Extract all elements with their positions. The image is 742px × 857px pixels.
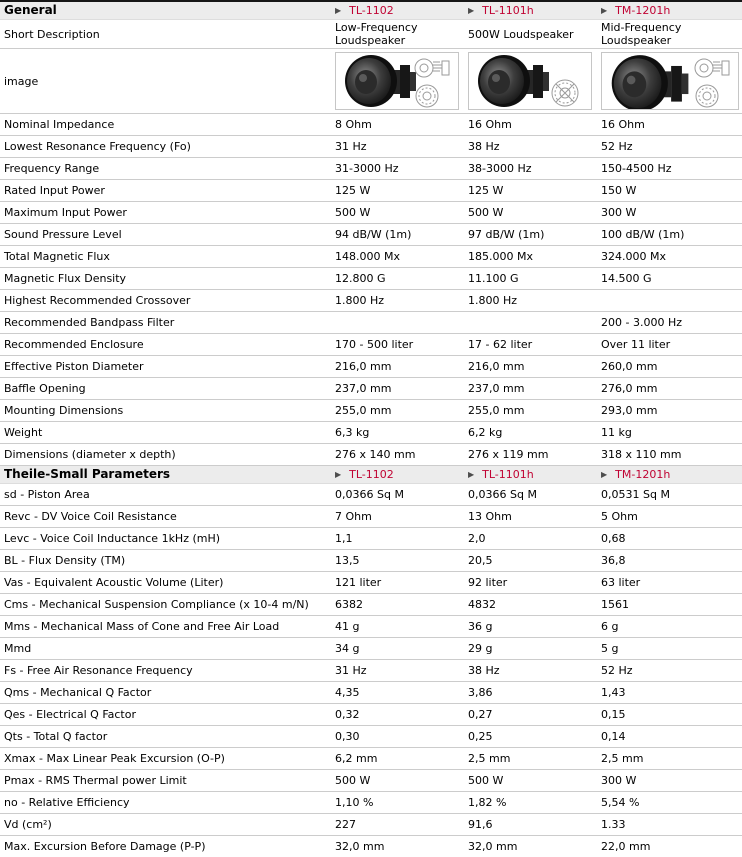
spec-label: Pmax - RMS Thermal power Limit	[0, 770, 333, 792]
arrow-right-icon: ▶	[601, 469, 608, 479]
spec-label: sd - Piston Area	[0, 484, 333, 506]
spec-row	[0, 528, 742, 550]
spec-table-body	[0, 1, 742, 857]
product-image-cell	[466, 49, 599, 114]
spec-row	[0, 638, 742, 660]
product-short-description: Mid-Frequency Loudspeaker	[599, 20, 742, 49]
spec-label: Baffle Opening	[0, 378, 333, 400]
product-link[interactable]: TL-1101h	[482, 3, 534, 17]
spec-row	[0, 484, 742, 506]
spec-label: Rated Input Power	[0, 180, 333, 202]
spec-value: 31-3000 Hz	[333, 158, 466, 180]
speaker-photo	[612, 55, 689, 110]
spec-label: Frequency Range	[0, 158, 333, 180]
spec-value: 121 liter	[333, 572, 466, 594]
spec-value: 6,2 kg	[466, 422, 599, 444]
spec-value: Over 11 liter	[599, 334, 742, 356]
spec-row	[0, 444, 742, 466]
product-image[interactable]	[601, 52, 739, 110]
spec-value: 6,3 kg	[333, 422, 466, 444]
product-header-cell	[466, 1, 599, 20]
spec-label: Maximum Input Power	[0, 202, 333, 224]
spec-value: 36,8	[599, 550, 742, 572]
spec-value: 52 Hz	[599, 660, 742, 682]
spec-value: 1.800 Hz	[466, 290, 599, 312]
product-short-description: 500W Loudspeaker	[466, 20, 599, 49]
spec-value: 7 Ohm	[333, 506, 466, 528]
product-header-cell	[333, 1, 466, 20]
spec-row	[0, 334, 742, 356]
section-title: Theile-Small Parameters	[0, 466, 333, 484]
spec-value: 4832	[466, 594, 599, 616]
spec-value: 237,0 mm	[333, 378, 466, 400]
spec-row	[0, 792, 742, 814]
spec-value: 0,15	[599, 704, 742, 726]
spec-value: 97 dB/W (1m)	[466, 224, 599, 246]
spec-value: 5 g	[599, 638, 742, 660]
spec-row	[0, 224, 742, 246]
arrow-right-icon: ▶	[468, 5, 475, 15]
spec-row	[0, 202, 742, 224]
product-image-cell	[333, 49, 466, 114]
spec-value: 185.000 Mx	[466, 246, 599, 268]
spec-row	[0, 726, 742, 748]
spec-row	[0, 290, 742, 312]
spec-row	[0, 594, 742, 616]
spec-row	[0, 268, 742, 290]
spec-value: 0,27	[466, 704, 599, 726]
spec-label: Recommended Bandpass Filter	[0, 312, 333, 334]
spec-row	[0, 400, 742, 422]
product-header-cell	[599, 466, 742, 484]
spec-label: Qms - Mechanical Q Factor	[0, 682, 333, 704]
spec-label: Recommended Enclosure	[0, 334, 333, 356]
spec-value: 237,0 mm	[466, 378, 599, 400]
spec-row	[0, 506, 742, 528]
spec-value: 20,5	[466, 550, 599, 572]
spec-value: 36 g	[466, 616, 599, 638]
spec-value: 300 W	[599, 202, 742, 224]
spec-value: 1,43	[599, 682, 742, 704]
spec-value: 13 Ohm	[466, 506, 599, 528]
spec-value: 500 W	[333, 770, 466, 792]
spec-row	[0, 550, 742, 572]
spec-value: 0,25	[466, 726, 599, 748]
product-short-description: Low-Frequency Loudspeaker	[333, 20, 466, 49]
product-header-cell	[333, 466, 466, 484]
spec-row	[0, 246, 742, 268]
spec-row	[0, 682, 742, 704]
spec-row	[0, 356, 742, 378]
spec-value: 1.33	[599, 814, 742, 836]
spec-value: 38 Hz	[466, 660, 599, 682]
spec-value: 500 W	[466, 770, 599, 792]
spec-value: 1,1	[333, 528, 466, 550]
spec-value: 216,0 mm	[466, 356, 599, 378]
spec-value: 52 Hz	[599, 136, 742, 158]
spec-value: 38-3000 Hz	[466, 158, 599, 180]
spec-value	[466, 312, 599, 334]
spec-label: Mms - Mechanical Mass of Cone and Free Air Load	[0, 616, 333, 638]
spec-value: 1,10 %	[333, 792, 466, 814]
spec-value: 324.000 Mx	[599, 246, 742, 268]
spec-value: 2,0	[466, 528, 599, 550]
spec-row	[0, 836, 742, 857]
spec-row	[0, 770, 742, 792]
spec-row	[0, 378, 742, 400]
spec-value: 500 W	[466, 202, 599, 224]
section-header-row	[0, 1, 742, 20]
product-header-cell	[599, 1, 742, 20]
spec-row	[0, 748, 742, 770]
spec-value: 200 - 3.000 Hz	[599, 312, 742, 334]
spec-label: Lowest Resonance Frequency (Fo)	[0, 136, 333, 158]
spec-value: 16 Ohm	[599, 114, 742, 136]
spec-value: 125 W	[333, 180, 466, 202]
spec-value: 3,86	[466, 682, 599, 704]
spec-value: 300 W	[599, 770, 742, 792]
spec-value: 5,54 %	[599, 792, 742, 814]
spec-value: 11 kg	[599, 422, 742, 444]
spec-value: 2,5 mm	[599, 748, 742, 770]
spec-label: Highest Recommended Crossover	[0, 290, 333, 312]
product-link[interactable]: TM-1201h	[615, 467, 671, 481]
spec-label: Dimensions (diameter x depth)	[0, 444, 333, 466]
spec-value: 276,0 mm	[599, 378, 742, 400]
speaker-photo	[345, 55, 416, 107]
spec-value: 29 g	[466, 638, 599, 660]
spec-row	[0, 660, 742, 682]
spec-value: 170 - 500 liter	[333, 334, 466, 356]
spec-value: 0,14	[599, 726, 742, 748]
spec-label: Cms - Mechanical Suspension Compliance (x 10-4 m/N)	[0, 594, 333, 616]
spec-row	[0, 180, 742, 202]
spec-value: 1.800 Hz	[333, 290, 466, 312]
spec-label: Effective Piston Diameter	[0, 356, 333, 378]
spec-value: 1,82 %	[466, 792, 599, 814]
spec-row	[0, 49, 742, 114]
spec-value: 38 Hz	[466, 136, 599, 158]
spec-value: 0,0366 Sq M	[466, 484, 599, 506]
spec-label: Qts - Total Q factor	[0, 726, 333, 748]
arrow-right-icon: ▶	[335, 5, 342, 15]
spec-row	[0, 136, 742, 158]
spec-value: 260,0 mm	[599, 356, 742, 378]
spec-label: Mounting Dimensions	[0, 400, 333, 422]
product-link[interactable]: TM-1201h	[615, 3, 671, 17]
spec-value: 31 Hz	[333, 136, 466, 158]
spec-value: 318 x 110 mm	[599, 444, 742, 466]
spec-row	[0, 158, 742, 180]
spec-value: 150 W	[599, 180, 742, 202]
spec-value: 4,35	[333, 682, 466, 704]
spec-label: Mmd	[0, 638, 333, 660]
spec-label: Magnetic Flux Density	[0, 268, 333, 290]
spec-value: 216,0 mm	[333, 356, 466, 378]
arrow-right-icon: ▶	[468, 469, 475, 479]
technical-sketch	[415, 59, 449, 107]
section-title: General	[0, 1, 333, 20]
spec-value: 6382	[333, 594, 466, 616]
speaker-photo	[478, 55, 549, 107]
spec-value: 0,68	[599, 528, 742, 550]
spec-value: 94 dB/W (1m)	[333, 224, 466, 246]
spec-label: Vd (cm²)	[0, 814, 333, 836]
spec-value: 32,0 mm	[333, 836, 466, 857]
spec-value: 92 liter	[466, 572, 599, 594]
spec-value: 276 x 140 mm	[333, 444, 466, 466]
spec-row	[0, 312, 742, 334]
spec-value: 0,0366 Sq M	[333, 484, 466, 506]
spec-value: 8 Ohm	[333, 114, 466, 136]
spec-value: 276 x 119 mm	[466, 444, 599, 466]
spec-value: 91,6	[466, 814, 599, 836]
spec-value: 2,5 mm	[466, 748, 599, 770]
spec-value: 41 g	[333, 616, 466, 638]
spec-value: 22,0 mm	[599, 836, 742, 857]
spec-row	[0, 422, 742, 444]
product-link[interactable]: TL-1102	[349, 3, 394, 17]
spec-row	[0, 114, 742, 136]
spec-value: 0,0531 Sq M	[599, 484, 742, 506]
spec-value: 6 g	[599, 616, 742, 638]
spec-value: 125 W	[466, 180, 599, 202]
spec-value	[599, 290, 742, 312]
spec-label: Sound Pressure Level	[0, 224, 333, 246]
technical-sketch	[552, 80, 578, 106]
spec-value: 16 Ohm	[466, 114, 599, 136]
spec-value: 14.500 G	[599, 268, 742, 290]
spec-label: Max. Excursion Before Damage (P-P)	[0, 836, 333, 857]
spec-value: 255,0 mm	[466, 400, 599, 422]
product-image[interactable]	[468, 52, 592, 110]
spec-label: Vas - Equivalent Acoustic Volume (Liter)	[0, 572, 333, 594]
spec-value: 32,0 mm	[466, 836, 599, 857]
spec-label: Nominal Impedance	[0, 114, 333, 136]
spec-value: 500 W	[333, 202, 466, 224]
product-header-cell	[466, 466, 599, 484]
product-image[interactable]	[335, 52, 459, 110]
spec-value: 1561	[599, 594, 742, 616]
spec-value: 17 - 62 liter	[466, 334, 599, 356]
spec-value: 63 liter	[599, 572, 742, 594]
spec-label: Qes - Electrical Q Factor	[0, 704, 333, 726]
spec-value: 13,5	[333, 550, 466, 572]
product-image-cell	[599, 49, 742, 114]
spec-row	[0, 20, 742, 49]
spec-label: Total Magnetic Flux	[0, 246, 333, 268]
technical-sketch	[695, 59, 729, 107]
spec-label: no - Relative Efficiency	[0, 792, 333, 814]
spec-value	[333, 312, 466, 334]
spec-value: 150-4500 Hz	[599, 158, 742, 180]
spec-label: BL - Flux Density (TM)	[0, 550, 333, 572]
spec-label: Short Description	[0, 20, 333, 49]
spec-row	[0, 704, 742, 726]
arrow-right-icon: ▶	[601, 5, 608, 15]
spec-value: 148.000 Mx	[333, 246, 466, 268]
spec-label: Weight	[0, 422, 333, 444]
spec-label: Xmax - Max Linear Peak Excursion (O-P)	[0, 748, 333, 770]
spec-value: 227	[333, 814, 466, 836]
spec-value: 6,2 mm	[333, 748, 466, 770]
spec-label: Revc - DV Voice Coil Resistance	[0, 506, 333, 528]
spec-label: image	[0, 49, 333, 114]
spec-value: 12.800 G	[333, 268, 466, 290]
spec-value: 34 g	[333, 638, 466, 660]
spec-value: 11.100 G	[466, 268, 599, 290]
spec-row	[0, 572, 742, 594]
spec-row	[0, 814, 742, 836]
spec-row	[0, 616, 742, 638]
spec-value: 255,0 mm	[333, 400, 466, 422]
spec-label: Levc - Voice Coil Inductance 1kHz (mH)	[0, 528, 333, 550]
section-header-row	[0, 466, 742, 484]
product-link[interactable]: TL-1101h	[482, 467, 534, 481]
spec-value: 5 Ohm	[599, 506, 742, 528]
spec-label: Fs - Free Air Resonance Frequency	[0, 660, 333, 682]
spec-value: 0,32	[333, 704, 466, 726]
spec-value: 100 dB/W (1m)	[599, 224, 742, 246]
arrow-right-icon: ▶	[335, 469, 342, 479]
product-link[interactable]: TL-1102	[349, 467, 394, 481]
spec-value: 31 Hz	[333, 660, 466, 682]
spec-value: 293,0 mm	[599, 400, 742, 422]
spec-value: 0,30	[333, 726, 466, 748]
